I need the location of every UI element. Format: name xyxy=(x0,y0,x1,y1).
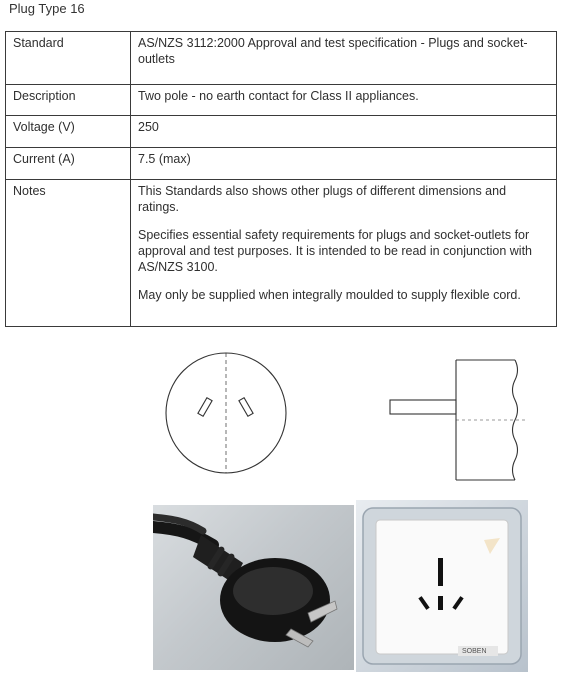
plug-face-drawing xyxy=(166,353,286,473)
voltage-label: Voltage (V) xyxy=(6,116,131,148)
table-row-current xyxy=(6,148,557,180)
voltage-value: 250 xyxy=(131,116,557,148)
plug-side-drawing xyxy=(390,360,525,480)
socket-photo xyxy=(356,500,528,672)
notes-paragraph-1: This Standards also shows other plugs of different dimensions and ratings. xyxy=(138,184,507,214)
current-value: 7.5 (max) xyxy=(131,148,557,180)
table-row-voltage xyxy=(6,116,557,148)
notes-label: Notes xyxy=(6,180,131,327)
plug-photo xyxy=(153,505,354,670)
socket-brand-label: SOBEN xyxy=(462,648,487,655)
table-row-notes xyxy=(6,180,557,327)
standard-label: Standard xyxy=(6,32,131,85)
page-title: Plug Type 16 xyxy=(9,1,85,16)
notes-paragraph-3: May only be supplied when integrally moulded to supply flexible cord. xyxy=(138,288,521,302)
notes-value xyxy=(131,180,557,327)
current-label: Current (A) xyxy=(6,148,131,180)
plug-diagram xyxy=(0,340,566,500)
spec-table xyxy=(5,31,557,327)
standard-value: AS/NZS 3112:2000 Approval and test specification - Plugs and socket-outlets xyxy=(131,32,557,85)
description-value: Two pole - no earth contact for Class II appliances. xyxy=(131,85,557,116)
notes-paragraph-2: Specifies essential safety requirements for plugs and socket-outlets for approval and test purposes. It is intended to be read in conjunction with AS/NZS 3100. xyxy=(138,228,533,274)
description-label: Description xyxy=(6,85,131,116)
table-row-standard xyxy=(6,32,557,85)
table-row-description xyxy=(6,85,557,116)
